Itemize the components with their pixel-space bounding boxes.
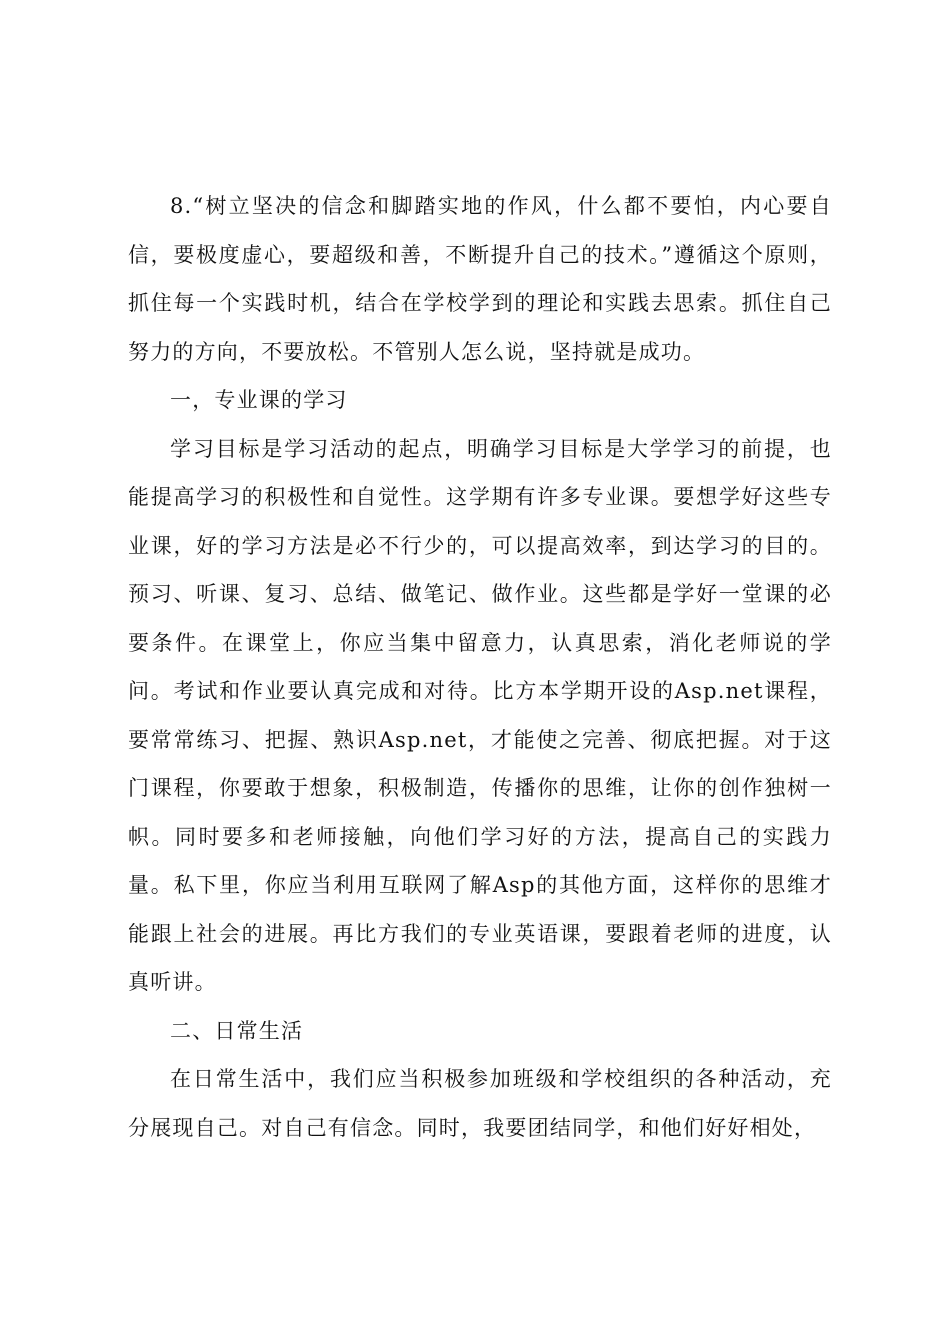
paragraph-professional-courses: 学习目标是学习活动的起点，明确学习目标是大学学习的前提，也能提高学习的积极性和自觉性。这学期有许多专业课。要想学好这些专业课，好的学习方法是必不行少的，可以提高效率，到达学习的目的。预习、听课、复习、总结、做笔记、做作业。这些都是学好一堂课的必要条件。在课堂上，你应当集中留意力，认真思索，消化老师说的学问。考试和作业要认真完成和对待。比方本学期开设的Asp.net课程，要常常练习、把握、熟识Asp.net，才能使之完善、彻底把握。对于这门课程，你要敢于想象，积极制造，传播你的思维，让你的创作独树一帜。同时要多和老师接触，向他们学习好的方法，提高自己的实践力量。私下里，你应当利用互联网了解Asp的其他方面，这样你的思维才能跟上社会的进展。再比方我们的专业英语课，要跟着老师的进度，认真听讲。 xyxy=(128,436,832,994)
section-heading-daily-life: 二、日常生活 xyxy=(170,1018,304,1043)
paragraph-principle: 8.“树立坚决的信念和脚踏实地的作风，什么都不要怕，内心要自信，要极度虚心，要超级和善，不断提升自己的技术。”遵循这个原则，抓住每一个实践时机，结合在学校学到的理论和实践去思索。抓住自己努力的方向，不要放松。不管别人怎么说，坚持就是成功。 xyxy=(128,194,832,364)
document-body xyxy=(128,182,832,1152)
section-heading-professional-courses: 一，专业课的学习 xyxy=(170,388,348,412)
paragraph-daily-life: 在日常生活中，我们应当积极参加班级和学校组织的各种活动，充分展现自己。对自己有信念。同时，我要团结同学，和他们好好相处， xyxy=(128,1067,832,1140)
